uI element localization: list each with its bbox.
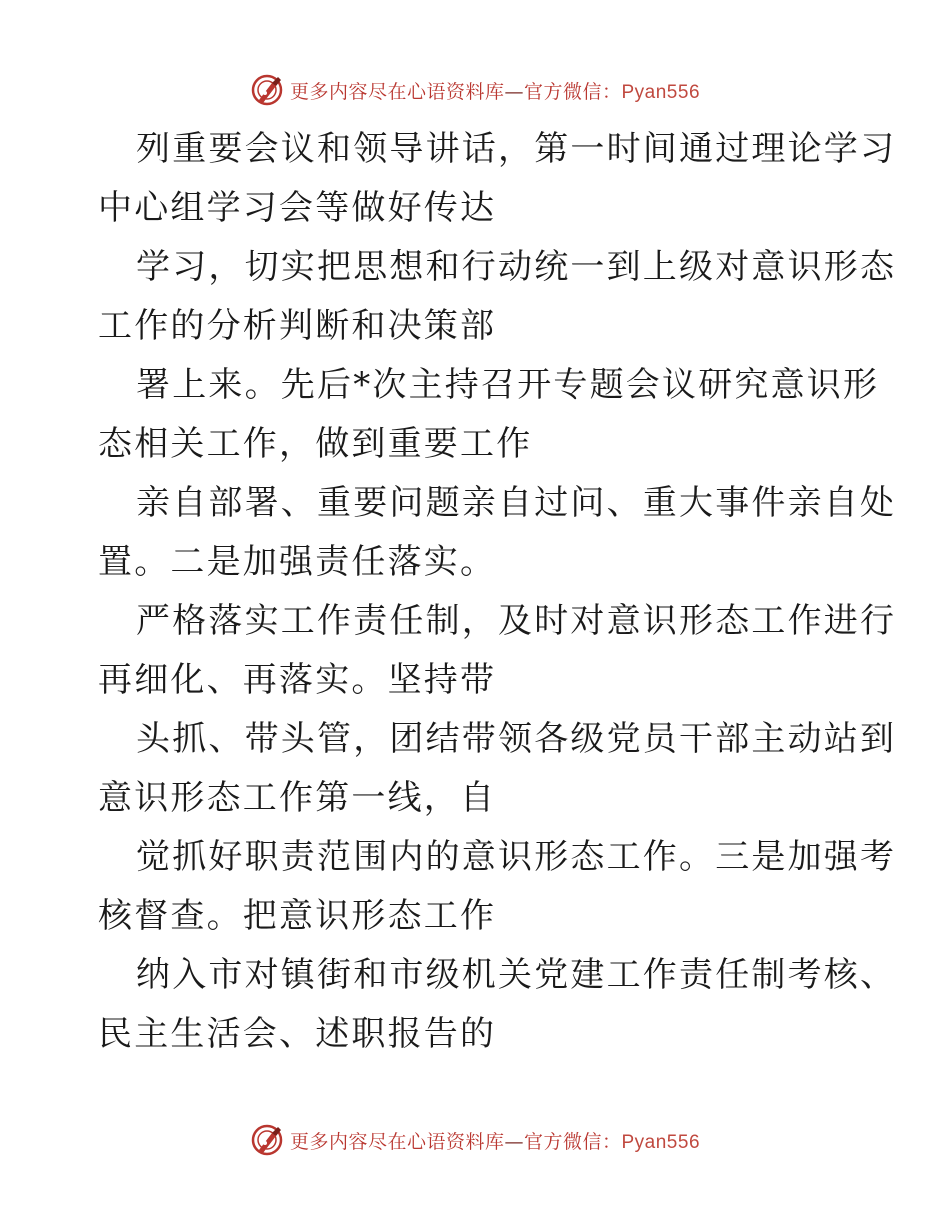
paragraph-line: 态相关工作，做到重要工作 <box>98 424 533 464</box>
footer-separator: — <box>504 1130 524 1153</box>
paragraph-line: 意识形态工作第一线，自 <box>98 778 497 818</box>
paragraph <box>98 710 897 828</box>
paragraph <box>98 592 897 710</box>
document-body <box>98 120 897 1064</box>
paragraph <box>98 474 897 592</box>
pen-nib-circle-logo-icon <box>250 1123 284 1157</box>
header-site-text: 更多内容尽在心语资料库 <box>289 80 505 103</box>
paragraph-line: 亲自部署、重要问题亲自过问、重大事件亲自处 <box>136 483 897 523</box>
paragraph-line: 核督查。把意识形态工作 <box>98 896 497 936</box>
header-wechat-label: 官方微信： <box>523 80 622 103</box>
paragraph-line: 头抓、带头管，团结带领各级党员干部主动站到 <box>136 719 897 759</box>
paragraph-line: 置。二是加强责任落实。 <box>98 542 497 582</box>
paragraph <box>98 946 897 1064</box>
paragraph <box>98 120 897 238</box>
paragraph-line: 工作的分析判断和决策部 <box>98 306 497 346</box>
footer-wechat-label: 官方微信： <box>523 1130 622 1153</box>
paragraph-line: 署上来。先后*次主持召开专题会议研究意识形 <box>136 365 880 405</box>
footer-site-text: 更多内容尽在心语资料库 <box>289 1130 505 1153</box>
paragraph-line: 列重要会议和领导讲话，第一时间通过理论学习 <box>136 129 897 169</box>
paragraph-line: 觉抓好职责范围内的意识形态工作。三是加强考 <box>136 837 897 877</box>
pen-nib-circle-logo-icon <box>250 73 284 107</box>
paragraph <box>98 238 897 356</box>
footer-wechat-id: Pyan556 <box>621 1131 701 1153</box>
header-separator: — <box>504 80 524 103</box>
paragraph-line: 民主生活会、述职报告的 <box>98 1014 497 1054</box>
paragraph-line: 再细化、再落实。坚持带 <box>98 660 497 700</box>
paragraph <box>98 356 880 474</box>
header-banner <box>0 70 950 110</box>
paragraph-line: 学习，切实把思想和行动统一到上级对意识形态 <box>136 247 897 287</box>
paragraph-line: 严格落实工作责任制，及时对意识形态工作进行 <box>136 601 897 641</box>
header-text <box>290 77 700 104</box>
paragraph-line: 中心组学习会等做好传达 <box>98 188 497 228</box>
footer-banner <box>0 1120 950 1160</box>
paragraph-line: 纳入市对镇街和市级机关党建工作责任制考核、 <box>136 955 897 995</box>
paragraph <box>98 828 897 946</box>
header-wechat-id: Pyan556 <box>621 81 701 103</box>
footer-text <box>290 1127 700 1154</box>
